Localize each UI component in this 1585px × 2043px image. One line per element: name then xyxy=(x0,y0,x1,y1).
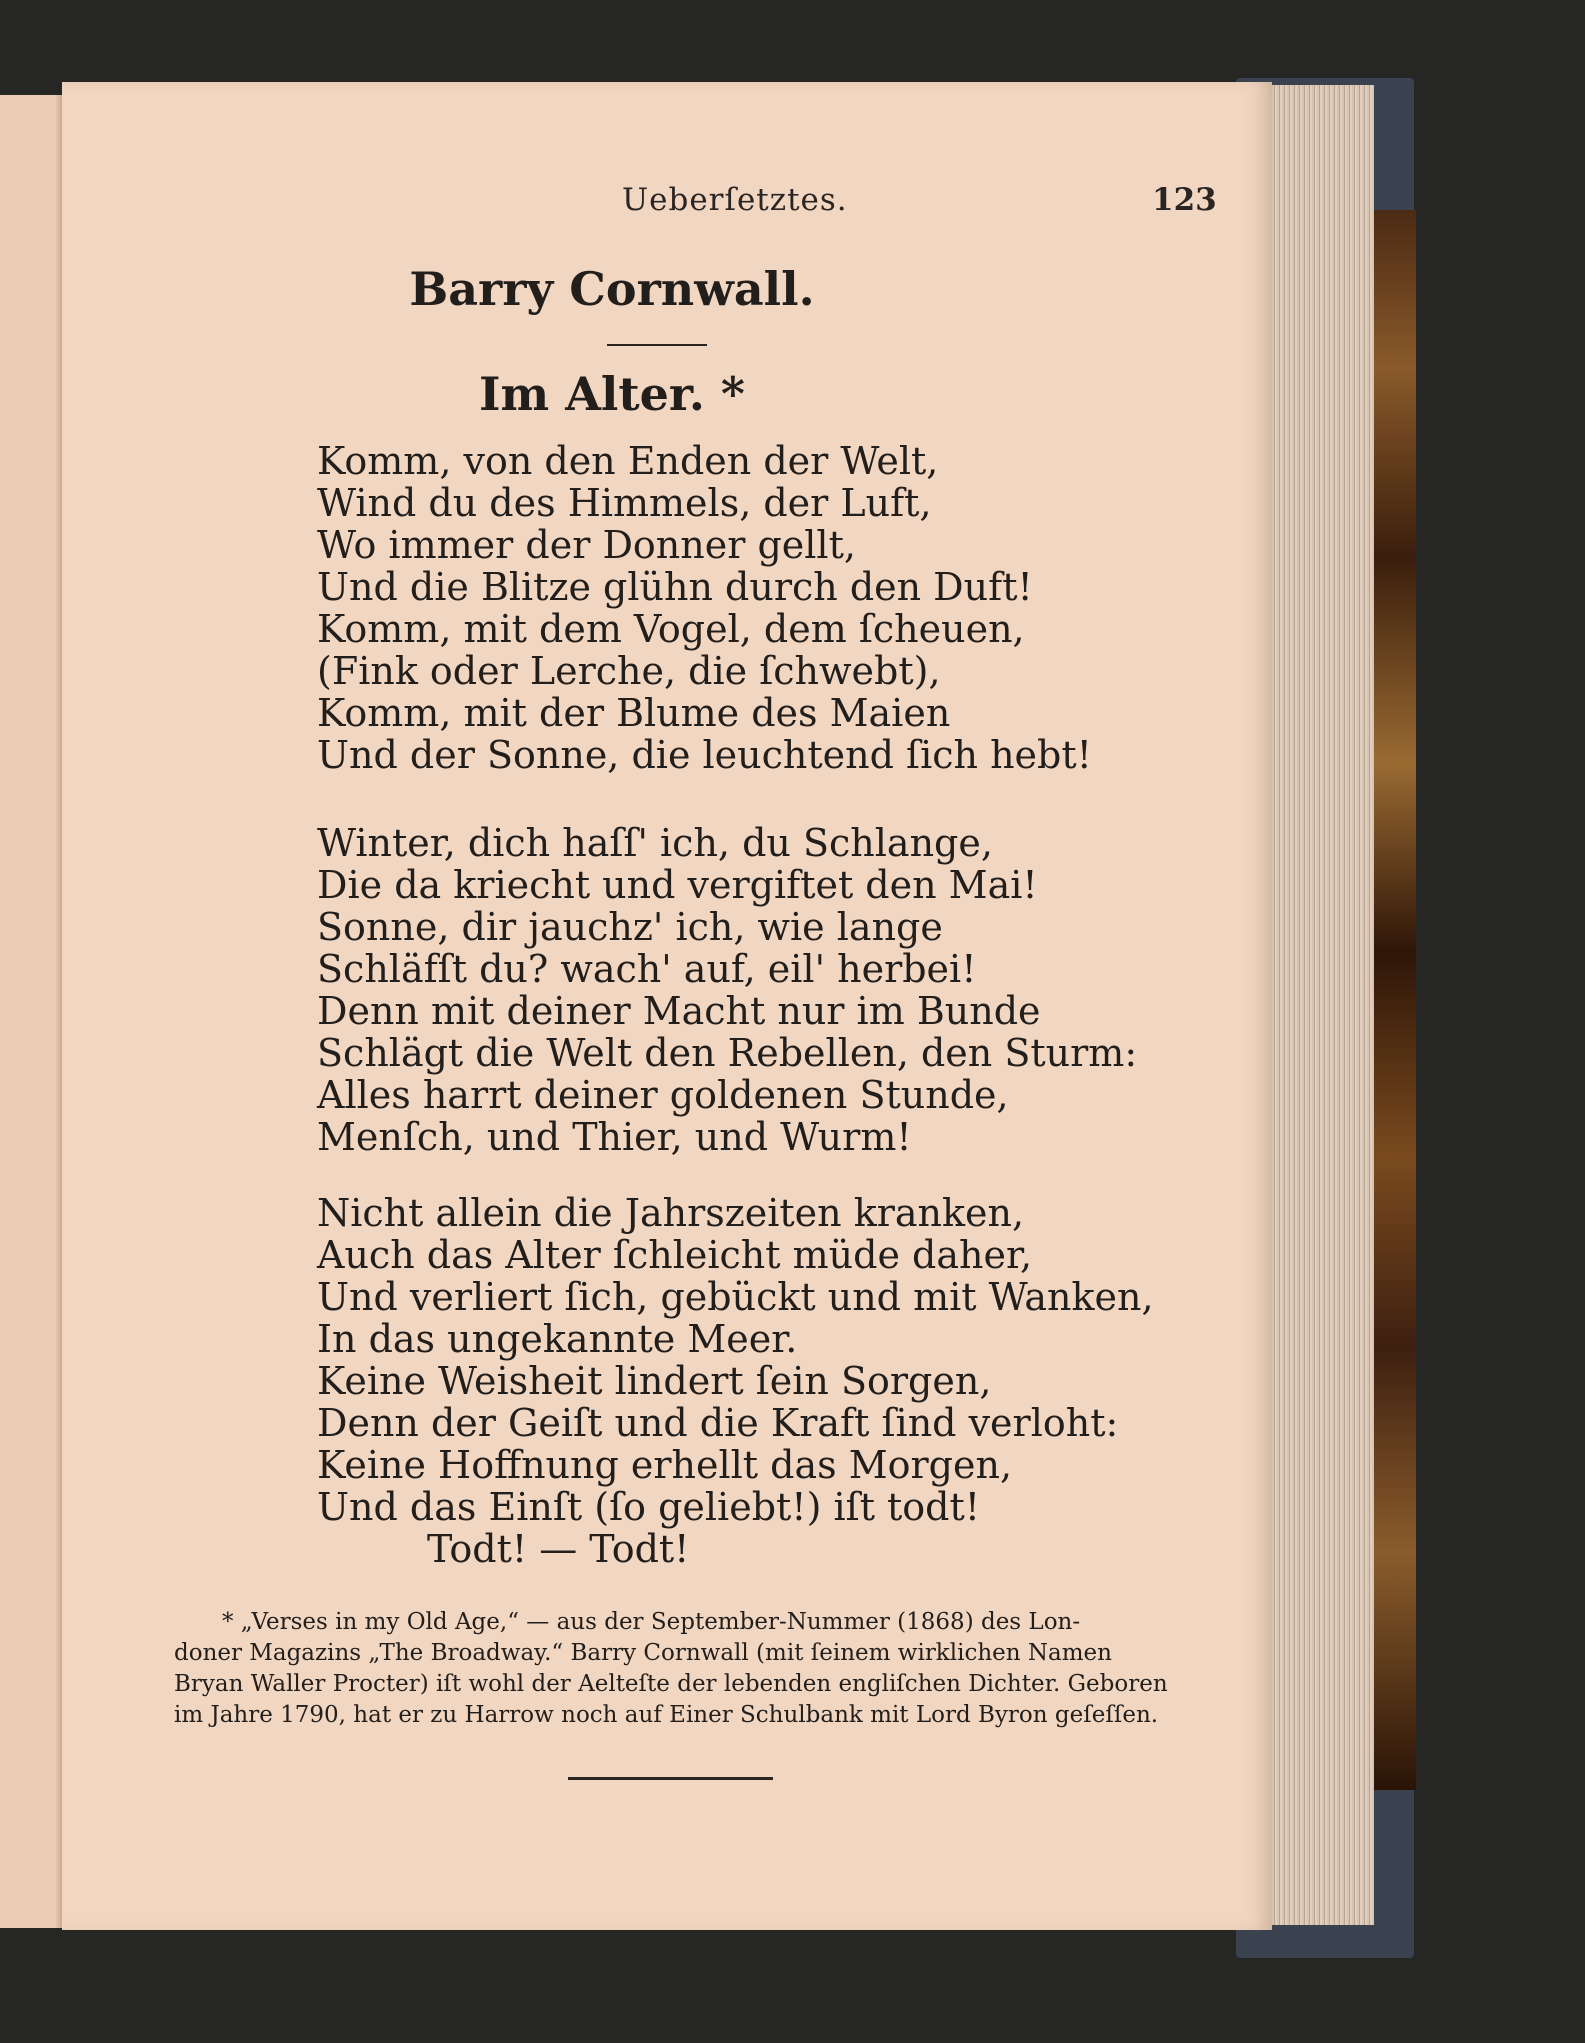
poem-line: Und die Blitze glühn durch den Duft! xyxy=(317,565,1033,609)
poem-line: Und verliert ſich, gebückt und mit Wanken, xyxy=(317,1275,1154,1319)
book-page xyxy=(62,82,1272,1930)
poem-line: Alles harrt deiner goldenen Stunde, xyxy=(317,1073,1009,1117)
poem-line: (Fink oder Lerche, die ſchwebt), xyxy=(317,649,941,693)
footnote xyxy=(174,1607,1174,1731)
footnote-line: im Jahre 1790, hat er zu Harrow noch auf Einer Schulbank mit Lord Byron geſeſſen. xyxy=(174,1702,1159,1728)
poem-line: Sonne, dir jauchz' ich, wie lange xyxy=(317,905,943,949)
stanza-1 xyxy=(317,440,1092,776)
poem-line: Schlägt die Welt den Rebellen, den Sturm: xyxy=(317,1031,1138,1075)
poem-line: In das ungekannte Meer. xyxy=(317,1317,798,1361)
title-divider xyxy=(607,344,707,346)
poem-line: Todt! — Todt! xyxy=(427,1527,690,1571)
poem-line: Keine Weisheit lindert ſein Sorgen, xyxy=(317,1359,992,1403)
poem-line: Denn mit deiner Macht nur im Bunde xyxy=(317,989,1041,1033)
poem-line: Nicht allein die Jahrszeiten kranken, xyxy=(317,1191,1025,1235)
page-number: 123 xyxy=(1152,182,1217,218)
end-rule xyxy=(568,1777,773,1780)
poem-line: Wo immer der Donner gellt, xyxy=(317,523,856,567)
footnote-line: * „Verses in my Old Age,“ — aus der September-Nummer (1868) des Lon- xyxy=(222,1609,1081,1635)
book-spine xyxy=(1372,210,1416,1790)
poem-line: Auch das Alter ſchleicht müde daher, xyxy=(317,1233,1033,1277)
stanza-3 xyxy=(317,1192,1154,1570)
poem-line: Keine Hoffnung erhellt das Morgen, xyxy=(317,1443,1013,1487)
left-page xyxy=(0,95,64,1928)
footnote-line: Bryan Waller Procter) iſt wohl der Aelteſte der lebenden engliſchen Dichter. Geboren xyxy=(174,1671,1168,1697)
stanza-2 xyxy=(317,822,1137,1158)
author-heading: Barry Cornwall. xyxy=(409,262,815,316)
poem-line: Denn der Geiſt und die Kraft ſind verloht: xyxy=(317,1401,1119,1445)
poem-line: Winter, dich haſſ' ich, du Schlange, xyxy=(317,821,993,865)
poem-line: Menſch, und Thier, und Wurm! xyxy=(317,1115,912,1159)
poem-line: Komm, von den Enden der Welt, xyxy=(317,439,939,483)
poem-line: Komm, mit der Blume des Maien xyxy=(317,691,951,735)
poem-line: Und das Einſt (ſo geliebt!) iſt todt! xyxy=(317,1485,981,1529)
poem-line: Wind du des Himmels, der Luft, xyxy=(317,481,932,525)
running-head: Ueberſetztes. xyxy=(622,182,848,218)
poem-line: Schläfſt du? wach' auf, eil' herbei! xyxy=(317,947,977,991)
footnote-line: doner Magazins „The Broadway.“ Barry Cornwall (mit ſeinem wirklichen Namen xyxy=(174,1640,1112,1666)
page-edges xyxy=(1262,85,1374,1925)
poem-title: Im Alter. * xyxy=(479,367,745,421)
poem-line: Und der Sonne, die leuchtend ſich hebt! xyxy=(317,733,1092,777)
poem-line: Komm, mit dem Vogel, dem ſcheuen, xyxy=(317,607,1025,651)
poem-line: Die da kriecht und vergiftet den Mai! xyxy=(317,863,1038,907)
